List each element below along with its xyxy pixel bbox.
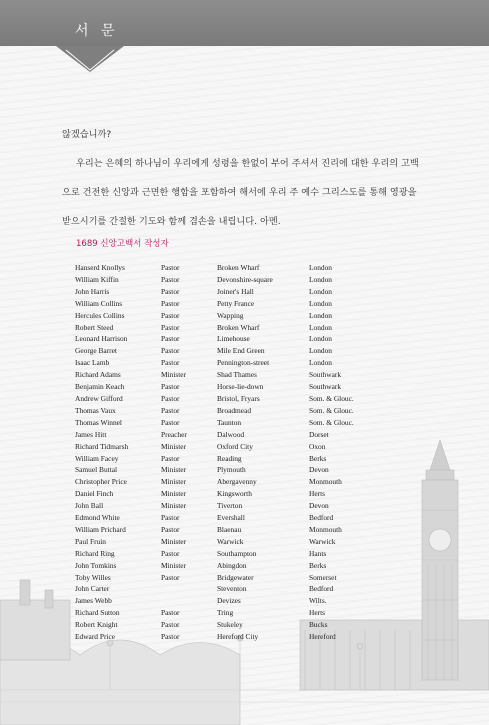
signer-church: Wapping [217,310,244,320]
signer-church: Taunton [217,417,242,427]
signer-county: Berks [309,453,327,463]
signer-church: Warwick [217,536,244,546]
signer-church: Devonshire-square [217,274,273,284]
signer-church: Abingdon [217,560,247,570]
signer-county: Bedford [309,584,334,594]
signer-church: Evershall [217,513,245,523]
signer-county: Southwark [309,382,342,392]
signer-row [75,262,389,274]
signer-church: Broken Wharf [217,322,260,332]
signer-name: Leonard Harrison [75,334,128,344]
signer-row [75,345,389,357]
signer-name: Hercules Collins [75,310,125,320]
signer-name: Hanserd Knollys [75,263,125,272]
signer-church: Horse-lie-down [217,382,264,392]
signers-title: 1689 신앙고백서 작성자 [76,239,169,249]
signer-row [75,441,389,453]
signer-role: Pastor [161,513,180,523]
signer-row [75,357,389,369]
header-band [0,0,489,46]
signer-row [75,464,389,476]
signer-church: Plymouth [217,465,246,475]
signer-name: John Tomkins [75,560,117,570]
signer-church: Broken Wharf [217,263,260,272]
signer-row [75,274,389,286]
signer-church: Bristol, Fryars [217,393,260,403]
signer-row [75,476,389,488]
signer-row [75,393,389,405]
signer-county: London [309,310,332,320]
signer-name: Robert Steed [75,322,114,332]
signer-county: Hereford [309,632,336,642]
signer-church: Oxford City [217,441,253,451]
signer-name: Christopher Price [75,477,127,487]
signer-role: Pastor [161,334,180,344]
signer-county: Herts [309,489,326,499]
signer-row [75,548,389,560]
signer-name: John Ball [75,501,104,511]
signer-row [75,322,389,334]
signer-name: Edmond White [75,513,120,523]
signer-name: Daniel Finch [75,489,114,499]
signer-row [75,381,389,393]
signer-name: Toby Willes [75,572,111,582]
signer-church: Reading [217,453,242,463]
signer-name: William Collins [75,298,123,308]
signer-name: Andrew Gifford [75,393,123,403]
signer-church: Petty France [217,298,255,308]
signer-row [75,631,389,643]
signer-role: Minister [161,489,187,499]
signer-row [75,524,389,536]
signer-name: Richard Ring [75,548,115,558]
signer-county: Herts [309,608,326,618]
signer-church: Stukeley [217,620,243,630]
signer-church: Joiner's Hall [217,286,254,296]
signer-role: Pastor [161,548,180,558]
signer-role: Pastor [161,453,180,463]
signer-church: Tring [217,608,234,618]
signer-role: Pastor [161,298,180,308]
signer-row [75,369,389,381]
signer-row [75,488,389,500]
signer-name: John Carter [75,584,110,594]
signer-row [75,607,389,619]
signer-row [75,583,389,595]
preface-line: 않겠습니까? [62,129,112,140]
signer-county: London [309,298,332,308]
signer-county: Som. & Glouc. [309,405,354,415]
signer-row [75,310,389,322]
signer-row [75,405,389,417]
signer-row [75,429,389,441]
signer-row [75,417,389,429]
signer-row [75,298,389,310]
preface-paragraph: 우리는 은혜의 하나님이 우리에게 성령을 한없이 부어 주셔서 진리에 대한 우리의 고백으로 건전한 신앙과 근면한 행함을 포함하여 해서에 우리 주 예수 그리스도를 통해 영광을 받으시기를 간절한 기도와 함께 겸손을 내립니다. 아멘. [62,158,419,227]
signer-role: Minister [161,536,187,546]
signer-role [161,595,217,607]
signer-role: Pastor [161,572,180,582]
signer-name: John Harris [75,286,110,296]
signer-role: Pastor [161,620,180,630]
signer-role: Preacher [161,429,187,439]
signer-role: Pastor [161,286,180,296]
signer-name: Richard Adams [75,370,121,380]
signer-role [161,583,217,595]
signer-role: Pastor [161,382,180,392]
signer-church: Pennington-street [217,358,270,368]
signer-role: Pastor [161,608,180,618]
signer-name: William Prichard [75,524,126,534]
signer-county: London [309,358,332,368]
signer-role: Minister [161,465,187,475]
signer-county: Somerset [309,572,337,582]
chevron-outline [56,46,124,74]
signer-church: Devizes [217,596,241,606]
signer-county: Devon [309,501,329,511]
signer-county: Bedford [309,513,334,523]
signer-name: James Hitt [75,429,107,439]
signer-county: Berks [309,560,327,570]
signer-role: Pastor [161,417,180,427]
signer-county: London [309,334,332,344]
signer-church: Hereford City [217,632,259,642]
preface-body [62,120,422,236]
signer-role: Pastor [161,263,180,272]
signer-county: Warwick [309,536,336,546]
signer-name: Robert Knight [75,620,118,630]
signer-role: Minister [161,477,187,487]
signer-church: Abergavenny [217,477,257,487]
signer-role: Pastor [161,346,180,356]
signer-county: London [309,274,332,284]
signer-row [75,536,389,548]
signer-row [75,560,389,572]
signer-role: Minister [161,501,187,511]
signer-role: Pastor [161,322,180,332]
signer-name: Richard Tidmarsh [75,441,129,451]
signer-role: Pastor [161,274,180,284]
signer-row [75,619,389,631]
signer-row [75,595,389,607]
signer-church: Bridgewater [217,572,254,582]
section-title: 서 문 [75,23,119,39]
signer-county: Devon [309,465,329,475]
signer-row [75,572,389,584]
signer-row [75,333,389,345]
signer-church: Limehouse [217,334,250,344]
signer-county: London [309,286,332,296]
signer-county: Oxon [309,441,326,451]
signer-county: London [309,346,332,356]
signer-role: Minister [161,370,187,380]
signer-church: Southampton [217,548,257,558]
signer-county: Southwark [309,370,342,380]
signer-role: Pastor [161,310,180,320]
signer-row [75,453,389,465]
signer-county: Hants [309,548,327,558]
signer-county: Som. & Glouc. [309,417,354,427]
signer-name: Richard Sutton [75,608,120,618]
signer-church: Broadmead [217,405,252,415]
signer-county: Bucks [309,620,328,630]
signer-church: Steventon [217,584,247,594]
signer-name: Edward Price [75,632,116,642]
signer-church: Blaenau [217,524,242,534]
signer-name: Benjamin Keach [75,382,125,392]
signer-county: Som. & Glouc. [309,393,354,403]
signer-role: Minister [161,441,187,451]
signer-name: James Webb [75,596,112,606]
signer-county: Dorset [309,429,329,439]
signer-county: Wilts. [309,596,327,606]
signer-role: Pastor [161,393,180,403]
signer-role: Pastor [161,632,180,642]
signers-table [75,262,389,643]
signer-church: Tiverton [217,501,243,511]
signer-row [75,512,389,524]
signer-name: Samuel Buttal [75,465,118,475]
signer-county: London [309,322,332,332]
signer-name: George Barret [75,346,117,356]
signer-county: London [309,263,332,272]
signer-county: Monmouth [309,524,342,534]
signer-church: Kingsworth [217,489,252,499]
signer-role: Pastor [161,358,180,368]
signer-church: Dalwood [217,429,245,439]
signer-name: William Facey [75,453,119,463]
signer-name: William Kiffin [75,274,119,284]
signer-name: Paul Fruin [75,536,107,546]
signer-county: Monmouth [309,477,342,487]
signer-row [75,286,389,298]
signer-name: Thomas Winnel [75,417,122,427]
signer-name: Thomas Vaux [75,405,116,415]
signer-role: Pastor [161,405,180,415]
signer-name: Isaac Lamb [75,358,110,368]
signer-row [75,500,389,512]
signer-role: Pastor [161,524,180,534]
signer-church: Shad Thames [217,370,257,380]
signer-role: Minister [161,560,187,570]
signer-church: Mile End Green [217,346,265,356]
